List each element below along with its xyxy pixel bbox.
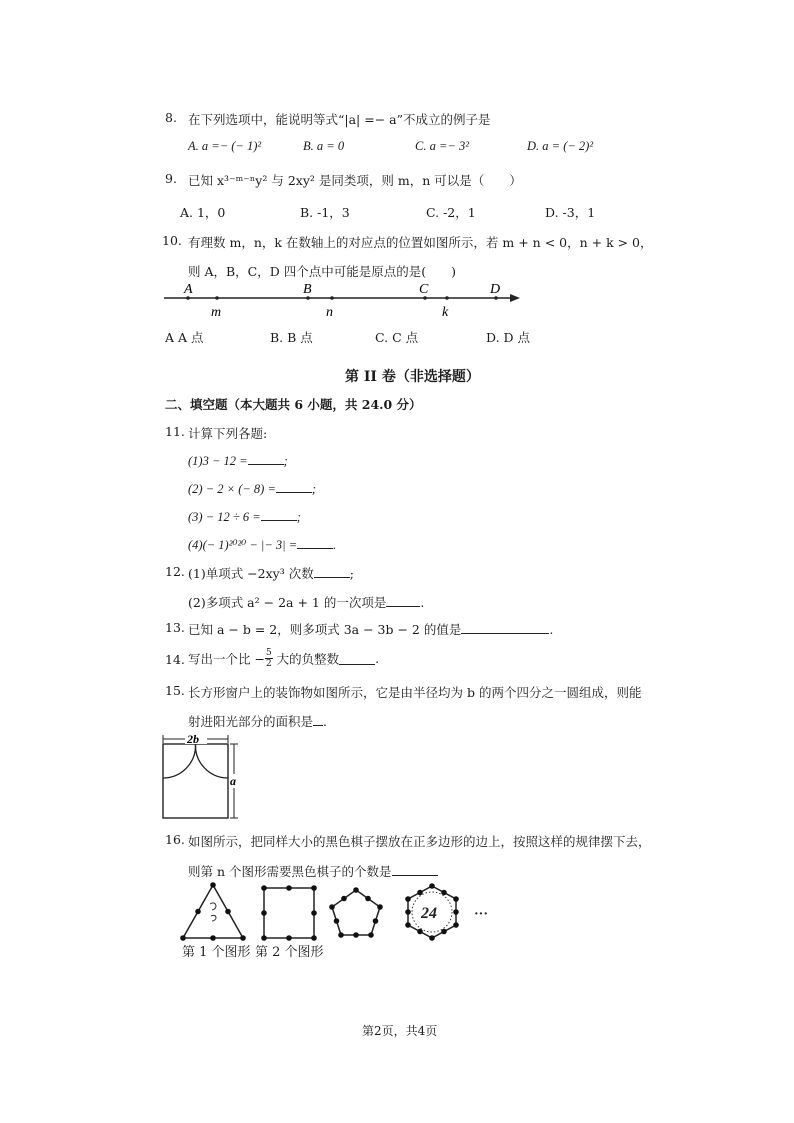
q13-blank[interactable]	[461, 621, 549, 634]
q11-blank-3[interactable]	[261, 508, 297, 521]
q10-option-d: D. D 点	[486, 330, 531, 345]
q10-stem: 有理数 m，n，k 在数轴上的对应点的位置如图所示，若 m + n < 0，n + k > 0，	[188, 235, 653, 250]
q15-stem: 长方形窗户上的装饰物如图所示，它是由半径均为 b 的两个四分之一圆组成，则能	[188, 685, 642, 700]
q9-number: 9.	[165, 171, 177, 186]
q9-option-a: A. 1，0	[180, 205, 226, 220]
axis-label-b: B	[303, 282, 312, 297]
q16-blank[interactable]	[392, 863, 438, 876]
q12-blank-2[interactable]	[386, 594, 420, 607]
q11-part-2-text: (2) − 2 × (− 8) =	[188, 482, 276, 496]
q16-number: 16.	[165, 832, 185, 847]
q11-blank-4[interactable]	[297, 536, 333, 549]
q14-blank[interactable]	[339, 652, 375, 665]
pattern-ellipsis: ···	[474, 907, 489, 922]
axis-label-m: m	[211, 305, 222, 320]
q11-part-2	[188, 480, 316, 497]
q12-part-2-text: (2)多项式 a² − 2a + 1 的一次项是	[188, 595, 387, 610]
fig-label-a: a	[230, 774, 236, 788]
page-footer: 第2页，共4页	[362, 1024, 438, 1038]
q8-option-b: B. a = 0	[303, 139, 345, 153]
axis-label-n: n	[326, 305, 333, 320]
q11-blank-2[interactable]	[276, 480, 312, 493]
q13-stem: 已知 a − b = 2，则多项式 3a − 3b − 2 的值是	[188, 622, 462, 637]
q8-option-d: D. a = (− 2)²	[527, 139, 594, 153]
q12-part-2	[188, 593, 424, 611]
q11-stem: 计算下列各题:	[188, 426, 268, 441]
q11-part-4	[188, 536, 336, 553]
axis-label-a: A	[184, 282, 193, 297]
q11-part-1-end: ;	[283, 454, 288, 468]
polygon-pattern-figure	[176, 882, 506, 942]
q10-option-b: B. B 点	[270, 330, 313, 345]
section-title: 第 II 卷（非选择题）	[345, 369, 480, 385]
q11-part-3-text: (3) − 12 ÷ 6 =	[188, 510, 261, 524]
q8-stem: 在下列选项中，能说明等式“|a| =− a”不成立的例子是	[188, 112, 491, 127]
q10-stem-2: 则 A，B，C，D 四个点中可能是原点的是( )	[188, 264, 457, 279]
q12-blank-1[interactable]	[314, 565, 350, 578]
figure-2-caption: 第 2 个图形	[255, 945, 324, 960]
axis-label-d: D	[490, 282, 501, 297]
q14-number: 14.	[165, 652, 185, 667]
q11-blank-1[interactable]	[248, 452, 284, 465]
q8-option-c: C. a =− 3²	[415, 139, 469, 153]
figure-1-caption: 第 1 个图形	[182, 945, 251, 960]
q14-end: .	[375, 651, 380, 666]
q12-part-1-end: ;	[349, 566, 354, 581]
q15-blank[interactable]	[313, 713, 323, 726]
q14-line	[188, 648, 379, 669]
q10-option-a: A A 点	[165, 330, 204, 345]
q14-frac-num: 5	[265, 648, 272, 658]
q15-line-2	[188, 712, 327, 730]
q14-frac-den: 2	[265, 659, 272, 669]
q14-stem-b: 大的负整数	[272, 651, 340, 667]
q11-part-4-end: .	[333, 538, 337, 552]
q8-option-a: A. a =− (− 1)²	[188, 139, 262, 153]
q13-line	[188, 620, 553, 638]
q13-number: 13.	[165, 620, 185, 635]
q10-option-c: C. C 点	[375, 330, 419, 345]
q12-part-1-text: (1)单项式 −2xy³ 次数	[188, 566, 314, 581]
q9-option-d: D. -3，1	[545, 205, 596, 220]
q13-end: .	[549, 622, 554, 637]
q12-number: 12.	[165, 564, 185, 579]
q8-number: 8.	[165, 110, 177, 125]
q9-stem: 已知 x³⁻ᵐ⁻ⁿy² 与 2xy² 是同类项，则 m，n 可以是（ ）	[188, 173, 522, 188]
q11-part-3	[188, 508, 301, 525]
q16-line-2	[188, 862, 438, 880]
number-line	[160, 278, 530, 326]
q12-part-2-end: .	[420, 595, 425, 610]
fig-label-2b: 2b	[187, 732, 199, 746]
q15-stem-2: 射进阳光部分的面积是	[188, 714, 314, 729]
handwritten-note: 24	[421, 905, 437, 922]
q15-number: 15.	[165, 683, 185, 698]
q16-stem-2: 则第 n 个图形需要黑色棋子的个数是	[188, 864, 392, 879]
q9-option-b: B. -1，3	[300, 205, 350, 220]
q15-end: .	[323, 714, 327, 729]
q11-part-1	[188, 452, 288, 469]
axis-label-k: k	[442, 305, 449, 320]
q14-stem-a: 写出一个比 −	[188, 651, 265, 667]
q11-part-2-end: ;	[311, 482, 317, 496]
window-figure	[160, 732, 242, 822]
axis-label-c: C	[419, 282, 429, 297]
section-heading: 二、填空题（本大题共 6 小题，共 24.0 分）	[165, 397, 422, 412]
q11-part-3-end: ;	[296, 510, 301, 524]
q10-number: 10.	[162, 233, 182, 248]
q11-part-4-text: (4)(− 1)²⁰²⁰ − |− 3| =	[188, 538, 298, 552]
q16-stem: 如图所示，把同样大小的黑色棋子摆放在正多边形的边上，按照这样的规律摆下去，	[188, 834, 651, 849]
q12-part-1	[188, 564, 354, 582]
q11-part-1-text: (1)3 − 12 =	[188, 454, 248, 468]
q14-fraction	[265, 648, 273, 669]
q9-option-c: C. -2，1	[426, 205, 476, 220]
q11-number: 11.	[165, 424, 185, 439]
